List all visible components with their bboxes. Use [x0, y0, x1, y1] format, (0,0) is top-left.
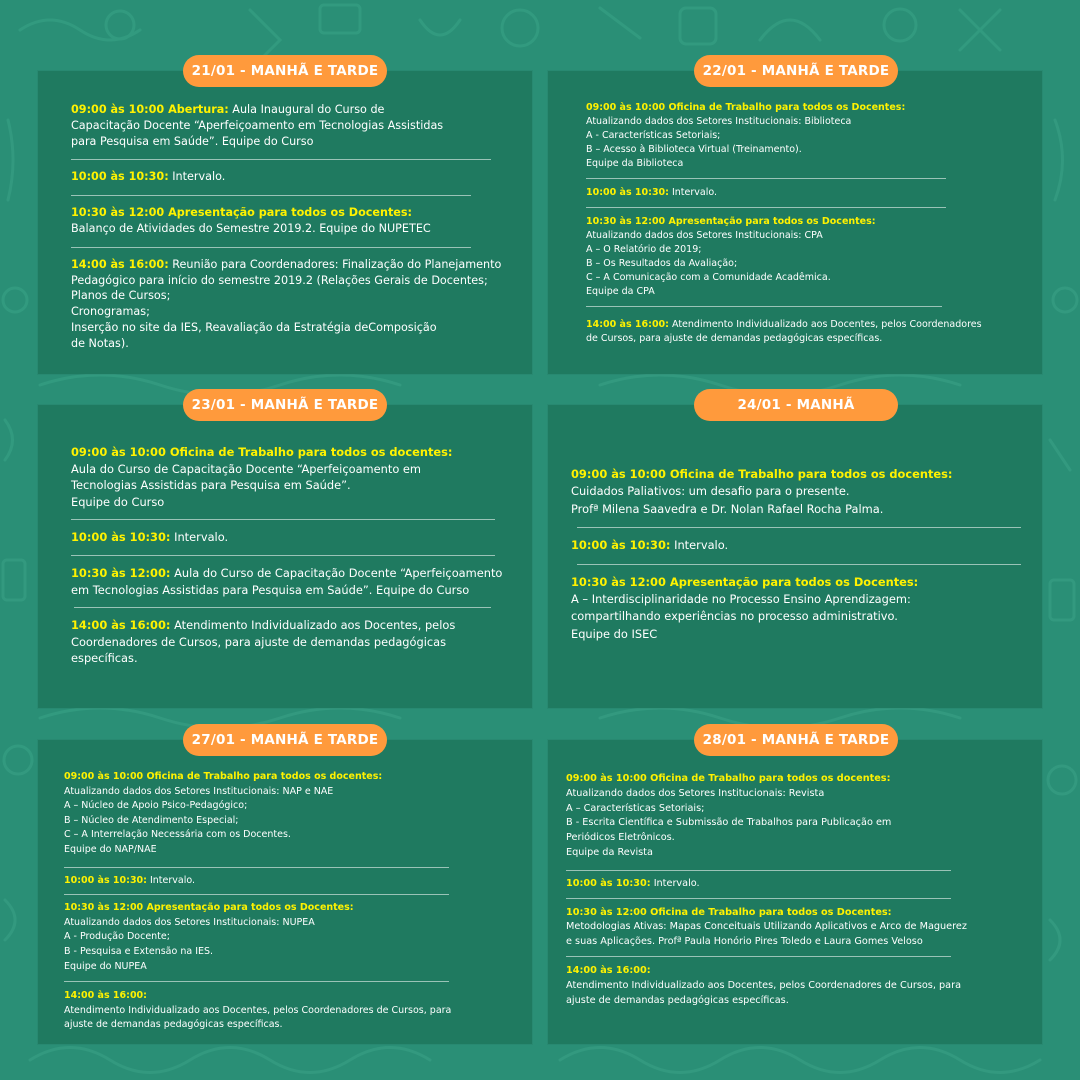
item-text: Atendimento Individualizado aos Docentes, pelos: [170, 618, 456, 633]
item-text: A – Interdisciplinaridade no Processo Ensino Aprendizagem:: [571, 592, 911, 607]
item-text: Capacitação Docente “Aperfeiçoamento em Tecnologias Assistidas: [71, 118, 444, 132]
item-text: C – A Interrelação Necessária com os Docentes.: [64, 829, 291, 841]
item-text: B - Escrita Científica e Submissão de Trabalhos para Publicação em: [566, 817, 892, 829]
item-text: Coordenadores de Cursos, para ajuste de demandas pedagógicas: [71, 634, 447, 649]
divider: [71, 195, 471, 196]
date-badge: 27/01 - MANHÃ E TARDE: [183, 724, 387, 756]
divider: [71, 519, 495, 520]
item-text: Cuidados Paliativos: um desafio para o presente.: [571, 484, 850, 499]
schedule-item: [71, 617, 521, 667]
schedule-item: [566, 877, 1031, 892]
divider: [71, 159, 491, 160]
time-heading: 10:00 às 10:30:: [586, 187, 669, 198]
divider: [566, 956, 951, 957]
divider: [586, 306, 942, 307]
item-text: Atualizando dados dos Setores Institucionais: NAP e NAE: [64, 785, 334, 797]
time-heading: 10:00 às 10:30:: [71, 170, 169, 184]
divider: [566, 898, 951, 899]
item-text: Atualizando dados dos Setores Institucionais: Revista: [566, 787, 825, 799]
schedule-item: [64, 989, 519, 1033]
schedule-item: [71, 169, 511, 185]
schedule-item: [571, 574, 1031, 644]
item-text: Equipe do Curso: [71, 494, 165, 509]
card-content: [571, 466, 1031, 643]
item-text: B – Núcleo de Atendimento Especial;: [64, 814, 239, 826]
time-heading: 10:00 às 10:30:: [571, 538, 671, 553]
item-text: Profª Milena Saavedra e Dr. Nolan Rafael Rocha Palma.: [571, 501, 884, 516]
item-text: Equipe do NUPEA: [64, 960, 147, 972]
schedule-item: [586, 101, 1026, 171]
schedule-item: [71, 257, 511, 352]
item-text: Equipe do NAP/NAE: [64, 843, 157, 855]
item-text: A – Núcleo de Apoio Psico-Pedagógico;: [64, 800, 248, 812]
item-text: compartilhando experiências no processo administrativo.: [571, 609, 898, 624]
card-content: [71, 102, 511, 352]
item-text: Aula do Curso de Capacitação Docente “Aperfeiçoamento em: [71, 461, 422, 476]
item-text: Intervalo.: [670, 538, 729, 553]
time-heading: 10:30 às 12:00 Apresentação para todos os Docentes:: [71, 206, 413, 220]
time-heading: 09:00 às 10:00 Abertura:: [71, 103, 229, 116]
date-badge: 28/01 - MANHÃ E TARDE: [694, 724, 898, 756]
schedule-item: [586, 186, 1026, 200]
card-content: [71, 444, 521, 667]
schedule-item: [64, 874, 519, 889]
item-text: C – A Comunicação com a Comunidade Acadêmica.: [586, 272, 831, 283]
item-text: Cronogramas;: [71, 305, 150, 319]
item-text: A - Características Setoriais;: [586, 130, 721, 141]
time-heading: 10:00 às 10:30:: [71, 530, 171, 545]
time-heading: 14:00 às 16:00:: [71, 257, 169, 271]
item-text: Intervalo.: [168, 170, 226, 184]
schedule-item: [566, 964, 1031, 1008]
divider: [577, 527, 1021, 528]
item-text: Tecnologias Assistidas para Pesquisa em Saúde”.: [71, 478, 351, 493]
card-content: [64, 770, 519, 1033]
item-text: Equipe da Revista: [566, 846, 653, 858]
item-text: Equipe do ISEC: [571, 626, 658, 641]
time-heading: 09:00 às 10:00 Oficina de Trabalho para todos os Docentes:: [586, 102, 906, 113]
schedule-item: [71, 102, 511, 149]
time-heading: 10:00 às 10:30:: [566, 877, 651, 889]
time-heading: 10:30 às 12:00:: [71, 565, 171, 580]
item-text: Balanço de Atividades do Semestre 2019.2. Equipe do NUPETEC: [71, 221, 431, 235]
time-heading: 10:30 às 12:00 Oficina de Trabalho para todos os Docentes:: [566, 906, 892, 918]
item-text: Aula Inaugural do Curso de: [228, 103, 385, 116]
schedule-item: [586, 318, 1026, 346]
schedule-item: [71, 205, 511, 237]
divider: [64, 894, 449, 895]
item-text: Intervalo.: [650, 877, 700, 889]
divider: [577, 564, 1021, 565]
schedule-item: [586, 215, 1026, 299]
schedule-item: [71, 565, 521, 598]
item-text: Equipe da Biblioteca: [586, 158, 684, 169]
card-content: [566, 772, 1031, 1008]
divider: [71, 247, 471, 248]
item-text: A – Características Setoriais;: [566, 802, 705, 814]
schedule-item: [71, 529, 521, 546]
item-text: Intervalo.: [668, 187, 718, 198]
item-text: Intervalo.: [146, 874, 196, 886]
time-heading: 10:00 às 10:30:: [64, 874, 147, 886]
schedule-item: [571, 466, 1031, 518]
item-text: em Tecnologias Assistidas para Pesquisa em Saúde”. Equipe do Curso: [71, 582, 470, 597]
schedule-item: [571, 537, 1031, 554]
time-heading: 09:00 às 10:00 Oficina de Trabalho para todos os docentes:: [64, 771, 383, 782]
item-text: ajuste de demandas pedagógicas específicas.: [64, 1019, 283, 1031]
item-text: ajuste de demandas pedagógicas específicas.: [566, 994, 789, 1006]
item-text: B – Os Resultados da Avaliação;: [586, 258, 738, 269]
schedule-item: [566, 772, 1031, 861]
item-text: específicas.: [71, 651, 138, 666]
schedule-item: [64, 770, 519, 858]
time-heading: 14:00 às 16:00:: [586, 319, 669, 330]
time-heading: 10:30 às 12:00 Apresentação para todos os Docentes:: [64, 902, 354, 914]
time-heading: 10:30 às 12:00 Apresentação para todos os Docentes:: [586, 216, 876, 227]
time-heading: 09:00 às 10:00 Oficina de Trabalho para todos os docentes:: [566, 773, 891, 784]
item-text: Atendimento Individualizado aos Docentes, pelos Coordenadores: [668, 319, 982, 330]
item-text: Metodologias Ativas: Mapas Conceituais Utilizando Aplicativos e Arco de Maguerez: [566, 921, 967, 933]
divider: [64, 981, 449, 982]
date-badge: 21/01 - MANHÃ E TARDE: [183, 55, 387, 87]
item-text: Aula do Curso de Capacitação Docente “Aperfeiçoamento: [170, 565, 503, 580]
divider: [586, 207, 946, 208]
divider: [71, 555, 495, 556]
item-text: Atualizando dados dos Setores Institucionais: NUPEA: [64, 916, 315, 928]
divider: [64, 867, 449, 868]
item-text: Planos de Cursos;: [71, 289, 171, 303]
item-text: de Cursos, para ajuste de demandas pedagógicas específicas.: [586, 333, 883, 344]
time-heading: 09:00 às 10:00 Oficina de Trabalho para todos os docentes:: [71, 445, 453, 459]
item-text: para Pesquisa em Saúde”. Equipe do Curso: [71, 134, 314, 148]
item-text: Atualizando dados dos Setores Institucionais: Biblioteca: [586, 116, 852, 127]
item-text: A - Produção Docente;: [64, 931, 170, 943]
time-heading: 14:00 às 16:00:: [71, 618, 171, 633]
item-text: B – Acesso à Biblioteca Virtual (Treinamento).: [586, 144, 802, 155]
item-text: Equipe da CPA: [586, 286, 655, 297]
item-text: Atualizando dados dos Setores Institucionais: CPA: [586, 230, 823, 241]
item-text: Intervalo.: [170, 530, 229, 545]
item-text: Inserção no site da IES, Reavaliação da Estratégia deComposição: [71, 320, 437, 334]
divider: [566, 870, 951, 871]
divider: [74, 607, 491, 608]
schedule-item: [566, 906, 1031, 950]
item-text: de Notas).: [71, 336, 129, 350]
time-heading: 14:00 às 16:00:: [64, 990, 147, 1002]
time-heading: 14:00 às 16:00:: [566, 964, 651, 976]
schedule-item: [71, 444, 521, 510]
divider: [586, 178, 946, 179]
schedule-item: [64, 901, 519, 974]
item-text: e suas Aplicações. Profª Paula Honório Pires Toledo e Laura Gomes Veloso: [566, 936, 923, 948]
item-text: Pedagógico para início do semestre 2019.2 (Relações Gerais de Docentes;: [71, 273, 488, 287]
item-text: Atendimento Individualizado aos Docentes, pelos Coordenadores de Cursos, para: [64, 1004, 452, 1016]
item-text: B - Pesquisa e Extensão na IES.: [64, 945, 214, 957]
date-badge: 22/01 - MANHÃ E TARDE: [694, 55, 898, 87]
date-badge: 23/01 - MANHÃ E TARDE: [183, 389, 387, 421]
item-text: Reunião para Coordenadores: Finalização do Planejamento: [168, 257, 502, 271]
time-heading: 10:30 às 12:00 Apresentação para todos os Docentes:: [571, 574, 919, 589]
card-content: [586, 101, 1026, 346]
time-heading: 09:00 às 10:00 Oficina de Trabalho para todos os docentes:: [571, 467, 953, 481]
item-text: Atendimento Individualizado aos Docentes, pelos Coordenadores de Cursos, para: [566, 979, 962, 991]
item-text: A – O Relatório de 2019;: [586, 244, 702, 255]
item-text: Periódicos Eletrônicos.: [566, 832, 675, 844]
date-badge: 24/01 - MANHÃ: [694, 389, 898, 421]
